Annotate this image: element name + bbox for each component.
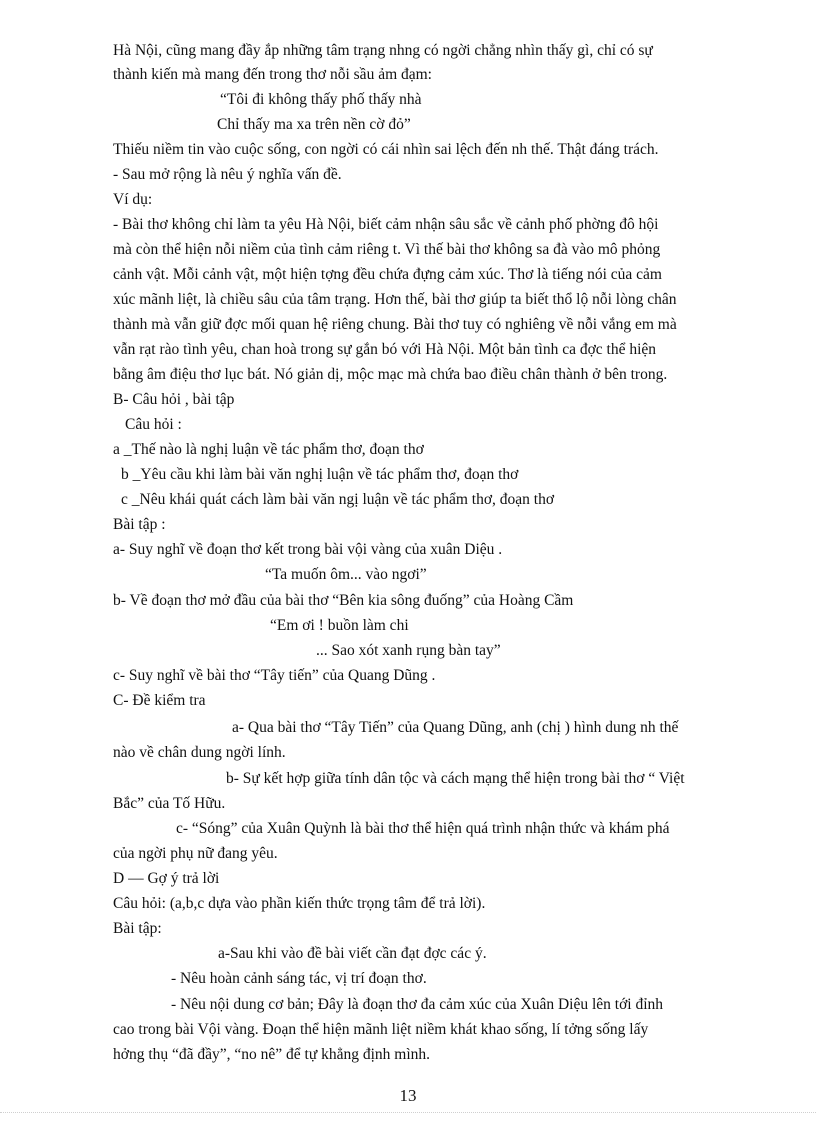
exercise-item: c- Suy nghĩ về bài thơ “Tây tiến” của Quang Dũng .	[113, 667, 436, 684]
text-line: - Sau mở rộng là nêu ý nghĩa vấn đề.	[113, 166, 342, 183]
answer-line: a-Sau khi vào đề bài viết cần đạt đợc các ý.	[218, 945, 487, 962]
text-line: Câu hỏi: (a,b,c dựa vào phần kiến thức trọng tâm để trả lời).	[113, 895, 486, 912]
subheading: Bài tập :	[113, 516, 166, 533]
test-item-continued: nào về chân dung ngời lính.	[113, 744, 286, 761]
test-item: a- Qua bài thơ “Tây Tiến” của Quang Dũng, anh (chị ) hình dung nh thế	[232, 719, 679, 736]
question-item: b _Yêu cầu khi làm bài văn nghị luận về tác phẩm thơ, đoạn thơ	[121, 466, 519, 483]
exercise-item: a- Suy nghĩ về đoạn thơ kết trong bài vội vàng của xuân Diệu .	[113, 541, 503, 558]
exercise-item: b- Về đoạn thơ mở đầu của bài thơ “Bên kia sông đuống” của Hoàng Cầm	[113, 592, 574, 609]
poem-line: “Ta muốn ôm... vào ngơi”	[265, 566, 427, 583]
test-item-continued: của ngời phụ nữ đang yêu.	[113, 845, 278, 862]
text-line: Thiếu niềm tin vào cuộc sống, con ngời có cái nhìn sai lệch đến nh thế. Thật đáng trách.	[113, 141, 659, 158]
section-heading: C- Đề kiểm tra	[113, 692, 206, 709]
subheading: Bài tập:	[113, 920, 162, 937]
poem-line: ... Sao xót xanh rụng bàn tay”	[316, 642, 501, 659]
poem-line: “Em ơi ! buồn làm chi	[270, 617, 409, 634]
text-line: cảnh vật. Mỗi cảnh vật, một hiện tợng đều chứa đựng cảm xúc. Thơ là tiếng nói của cảm	[113, 266, 662, 283]
section-heading: D — Gợ ý trả lời	[113, 870, 220, 887]
text-line: vẫn rạt rào tình yêu, chan hoà trong sự gắn bó với Hà Nội. Một bản tình ca đợc thể hiện	[113, 341, 657, 358]
poem-line: “Tôi đi không thấy phố thấy nhà	[220, 91, 422, 108]
page-bottom-divider	[0, 1112, 816, 1113]
text-line: thành kiến mà mang đến trong thơ nỗi sầu ảm đạm:	[113, 66, 432, 83]
question-item: c _Nêu khái quát cách làm bài văn ngị luận về tác phẩm thơ, đoạn thơ	[121, 491, 555, 508]
test-item: c- “Sóng” của Xuân Quỳnh là bài thơ thể hiện quá trình nhận thức và khám phá	[176, 820, 670, 837]
text-line: mà còn thể hiện nỗi niềm của tình cảm riêng t. Vì thế bài thơ không sa đà vào mô phỏng	[113, 241, 661, 258]
text-line: thành mà vẫn giữ đợc mối quan hệ riêng chung. Bài thơ tuy có nghiêng về nỗi vắng em mà	[113, 316, 677, 333]
text-line: bằng âm điệu thơ lục bát. Nó giản dị, mộc mạc mà chứa bao điều chân thành ở bên trong.	[113, 366, 668, 383]
text-line: - Bài thơ không chỉ làm ta yêu Hà Nội, biết cảm nhận sâu sắc về cảnh phố phờng đô hội	[113, 216, 659, 233]
answer-line: - Nêu nội dung cơ bản; Đây là đoạn thơ đa cảm xúc của Xuân Diệu lên tới đỉnh	[171, 996, 664, 1013]
subheading: Câu hỏi :	[125, 416, 182, 433]
text-line: cao trong bài Vội vàng. Đoạn thể hiện mãnh liệt niềm khát khao sống, lí tởng sống lấy	[113, 1021, 649, 1038]
page-number: 13	[399, 1086, 417, 1105]
text-line: Hà Nội, cũng mang đầy ắp những tâm trạng nhng có ngời chẳng nhìn thấy gì, chỉ có sự	[113, 42, 653, 59]
text-line: Ví dụ:	[113, 191, 153, 208]
answer-line: - Nêu hoàn cảnh sáng tác, vị trí đoạn thơ.	[171, 970, 427, 987]
question-item: a _Thế nào là nghị luận về tác phẩm thơ, đoạn thơ	[113, 441, 424, 458]
text-line: hởng thụ “đã đầy”, “no nê” để tự khẳng định mình.	[113, 1046, 431, 1063]
poem-line: Chỉ thấy ma xa trên nền cờ đỏ”	[217, 116, 411, 133]
section-heading: B- Câu hỏi , bài tập	[113, 391, 235, 408]
test-item: b- Sự kết hợp giữa tính dân tộc và cách mạng thể hiện trong bài thơ “ Việt	[226, 770, 685, 787]
test-item-continued: Bắc” của Tố Hữu.	[113, 795, 226, 812]
text-line: xúc mãnh liệt, là chiều sâu của tâm trạng. Hơn thế, bài thơ giúp ta biết thổ lộ nỗi lòng chân	[113, 291, 677, 308]
